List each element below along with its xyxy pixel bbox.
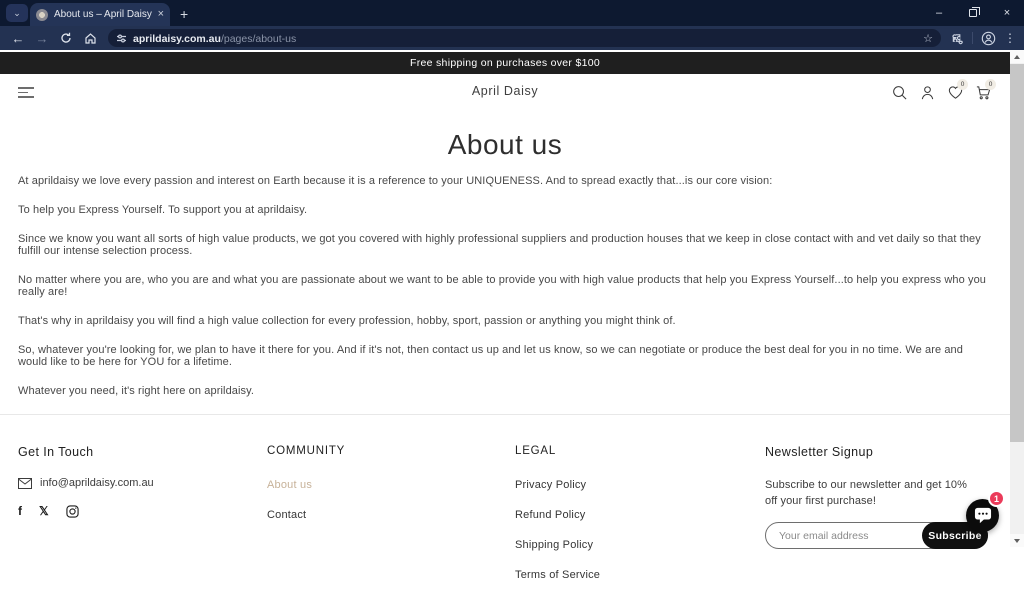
newsletter-text: Subscribe to our newsletter and get 10% off your first purchase!: [765, 479, 968, 507]
scroll-up-button[interactable]: [1010, 50, 1024, 63]
site-settings-icon[interactable]: [116, 33, 127, 44]
community-heading: COMMUNITY: [267, 445, 346, 457]
cart-count-badge: 0: [985, 79, 996, 90]
site-footer: [0, 415, 1010, 595]
tab-close-icon[interactable]: ×: [157, 8, 164, 20]
url-path: /pages/about-us: [220, 33, 297, 45]
social-links: [18, 504, 267, 518]
footer-link-about-us[interactable]: About us: [267, 479, 313, 491]
subscribe-button[interactable]: Subscribe: [922, 522, 988, 549]
window-controls: [922, 0, 1024, 26]
forward-button[interactable]: →: [35, 30, 49, 46]
header-icons: [889, 82, 994, 103]
footer-link-terms-of-service[interactable]: Terms of Service: [515, 569, 601, 581]
about-paragraph: Whatever you need, it's right here on aprildaisy.: [18, 385, 255, 397]
about-paragraph: No matter where you are, who you are and what you are passionate about we want to be able to provide you with high value products that help you Express Yourself...to help you express who you really are!: [18, 274, 987, 298]
favicon: [36, 9, 48, 21]
extensions-icon[interactable]: [951, 32, 964, 45]
announcement-text: Free shipping on purchases over $100: [410, 57, 600, 69]
main-content: [0, 130, 1010, 397]
site-header: [0, 74, 1010, 110]
tab-title: About us – April Daisy: [54, 9, 152, 20]
restore-icon: [969, 9, 977, 17]
about-paragraph: Since we know you want all sorts of high value products, we got you covered with highly professional suppliers and production houses that we keep in close contact with and vet daily so that they fulfill our intense selection process.: [18, 233, 981, 257]
bookmark-star-icon[interactable]: ☆: [923, 32, 933, 45]
footer-link-shipping-policy[interactable]: Shipping Policy: [515, 539, 594, 551]
new-tab-button[interactable]: +: [180, 6, 189, 22]
scroll-up-icon: [1014, 55, 1020, 59]
scroll-down-icon: [1014, 539, 1020, 543]
newsletter-heading: Newsletter Signup: [765, 445, 874, 459]
legal-heading: LEGAL: [515, 445, 557, 457]
email-icon: [18, 478, 32, 489]
facebook-icon[interactable]: f: [18, 504, 22, 518]
footer-community-column: [267, 445, 515, 595]
wishlist-icon[interactable]: [945, 82, 966, 103]
about-paragraph: So, whatever you're looking for, we plan to have it there for you. And if it's not, then contact us up and let us know, so we can negotiate or produce the best deal for you in no time. We are and would like to be here for YOU for a lifetime.: [18, 344, 963, 368]
browser-menu-icon[interactable]: ⋮: [1004, 31, 1016, 45]
browser-chrome: [0, 0, 1024, 50]
announcement-bar: [0, 52, 1010, 74]
browser-toolbar: [0, 26, 1024, 50]
contact-email[interactable]: info@aprildaisy.com.au: [40, 477, 154, 489]
footer-contact-column: [18, 445, 267, 595]
back-button[interactable]: ←: [11, 30, 25, 46]
about-paragraph: To help you Express Yourself. To support you at aprildaisy.: [18, 204, 308, 216]
home-button[interactable]: [80, 28, 100, 48]
about-paragraph: That's why in aprildaisy you will find a high value collection for every profession, hobby, sport, passion or anything you might think of.: [18, 315, 676, 327]
page-content: [0, 50, 1010, 581]
search-icon[interactable]: [889, 82, 910, 103]
instagram-icon[interactable]: [66, 505, 79, 518]
chat-bubble-icon: [974, 507, 992, 524]
scroll-down-button[interactable]: [1010, 534, 1024, 547]
chat-notification-badge: 1: [988, 490, 1005, 507]
minimize-button[interactable]: –: [935, 7, 943, 19]
contact-email-row[interactable]: [18, 477, 267, 489]
maximize-button[interactable]: [956, 0, 990, 26]
footer-link-privacy-policy[interactable]: Privacy Policy: [515, 479, 587, 491]
newsletter-form: [765, 522, 988, 549]
page-title: About us: [447, 129, 563, 160]
reload-button[interactable]: [56, 28, 76, 48]
url-bar[interactable]: [108, 29, 941, 47]
browser-tab[interactable]: [30, 3, 170, 26]
wishlist-count-badge: 0: [957, 79, 968, 90]
cart-icon[interactable]: [973, 82, 994, 103]
contact-heading: Get In Touch: [18, 445, 94, 459]
toolbar-separator: [972, 32, 973, 44]
profile-icon[interactable]: [981, 31, 996, 46]
footer-legal-column: [515, 445, 765, 595]
tab-search-button[interactable]: ⌄: [6, 4, 28, 22]
url-domain: aprildaisy.com.au: [133, 33, 221, 45]
scrollbar-thumb[interactable]: [1010, 64, 1024, 442]
about-paragraph: At aprildaisy we love every passion and interest on Earth because it is a reference to your UNIQUENESS. And to spread exactly that...is our core vision:: [18, 175, 773, 187]
tab-strip: [0, 0, 1024, 26]
site-logo[interactable]: April Daisy: [471, 84, 539, 98]
close-button[interactable]: ×: [1003, 7, 1011, 19]
toolbar-right: [951, 31, 1016, 46]
account-icon[interactable]: [917, 82, 938, 103]
footer-link-refund-policy[interactable]: Refund Policy: [515, 509, 586, 521]
footer-link-contact[interactable]: Contact: [267, 509, 307, 521]
twitter-x-icon[interactable]: 𝕏: [39, 504, 49, 518]
page-scrollbar[interactable]: [1010, 50, 1024, 547]
